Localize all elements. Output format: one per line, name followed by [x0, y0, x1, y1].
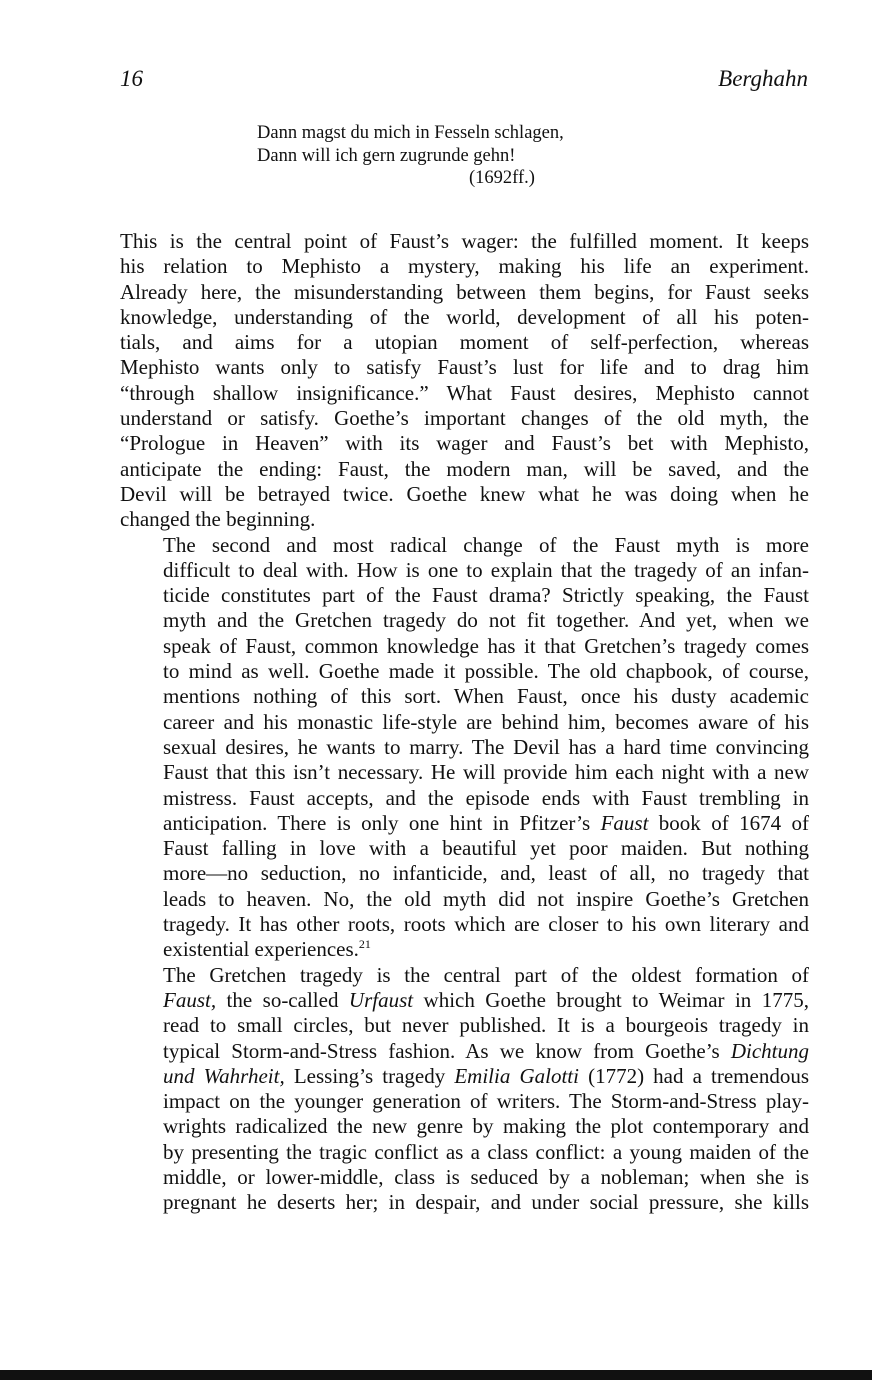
text-line: mistress. Faust accepts, and the episode ends with Faust trembling in: [163, 785, 809, 810]
paragraph-3: [120, 963, 809, 1216]
text-line: tials, and aims for a utopian moment of self-perfection, whereas: [120, 330, 809, 355]
text-line: his relation to Mephisto a mystery, making his life an experiment.: [120, 254, 809, 279]
text-line: mentions nothing of this sort. When Faust, once his dusty academic: [163, 684, 809, 709]
text-run: book of 1674 of: [648, 810, 809, 835]
text-run: existential experiences.: [163, 937, 359, 962]
verse-line: Dann magst du mich in Fesseln schlagen,: [257, 123, 564, 143]
text-line: changed the beginning.: [120, 507, 316, 532]
text-line: Faust that this isn’t necessary. He will provide him each night with a new: [163, 760, 809, 785]
text-line: [120, 988, 809, 1013]
verse-line: Dann will ich gern zugrunde gehn!: [257, 145, 516, 166]
book-title: Faust,: [163, 987, 217, 1012]
text-run: which Goethe brought to Weimar in 1775,: [413, 987, 810, 1012]
text-run: typical Storm-and-Stress fashion. As we know from Goethe’s: [163, 1038, 731, 1063]
text-run: anticipation. There is only one hint in Pfitzer’s: [163, 810, 601, 835]
book-title: Dichtung: [730, 1038, 809, 1063]
text-line: Mephisto wants only to satisfy Faust’s lust for life and to drag him: [120, 355, 809, 380]
paragraph-2: [120, 533, 809, 963]
text-line: [120, 1064, 809, 1089]
text-run: the so-called: [216, 987, 349, 1012]
text-run: (1772) had a tremendous: [578, 1063, 810, 1088]
page-number: 16: [120, 66, 143, 91]
text-line: wrights radicalized the new genre by making the plot contemporary and: [163, 1114, 809, 1139]
text-line: understand or satisfy. Goethe’s important changes of the old myth, the: [120, 406, 809, 431]
text-line: impact on the younger generation of writers. The Storm-and-Stress play-: [163, 1089, 809, 1114]
text-line: Devil will be betrayed twice. Goethe knew what he was doing when he: [120, 481, 809, 506]
text-line: sexual desires, he wants to marry. The Devil has a hard time convincing: [163, 734, 809, 759]
text-line: The second and most radical change of the Faust myth is more: [163, 532, 809, 557]
paragraph-1: [120, 229, 809, 533]
text-line: tragedy. It has other roots, roots which are closer to his own literary and: [163, 912, 809, 937]
text-line: “through shallow insignificance.” What Faust desires, Mephisto cannot: [120, 380, 809, 405]
text-line: knowledge, understanding of the world, development of all his poten-: [120, 304, 809, 329]
text-line: Faust falling in love with a beautiful yet poor maiden. But nothing: [163, 836, 809, 861]
text-line: to mind as well. Goethe made it possible. The old chapbook, of course,: [163, 659, 809, 684]
footnote-reference[interactable]: 21: [358, 937, 371, 952]
text-line: This is the central point of Faust’s wager: the fulfilled moment. It keeps: [120, 229, 809, 253]
book-title: Faust: [600, 810, 649, 835]
text-line: [120, 937, 809, 962]
book-title: Emilia Galotti: [454, 1063, 579, 1088]
text-line: difficult to deal with. How is one to explain that the tragedy of an infan-: [163, 557, 809, 582]
text-line: speak of Faust, common knowledge has it that Gretchen’s tragedy comes: [163, 633, 809, 658]
text-run: Lessing’s tragedy: [284, 1063, 455, 1088]
text-line: more—no seduction, no infanticide, and, least of all, no tragedy that: [163, 861, 809, 886]
text-line: [120, 1039, 809, 1064]
text-line: ticide constitutes part of the Faust drama? Strictly speaking, the Faust: [163, 583, 809, 608]
verse-citation: (1692ff.): [469, 168, 535, 188]
verse-quote: [257, 122, 564, 190]
body-text: [120, 229, 809, 1216]
text-line: read to small circles, but never published. It is a bourgeois tragedy in: [163, 1013, 809, 1038]
text-line: The Gretchen tragedy is the central part of the oldest formation of: [163, 962, 809, 987]
text-line: pregnant he deserts her; in despair, and under social pressure, she kills: [163, 1190, 809, 1215]
text-line: middle, or lower-middle, class is seduced by a nobleman; when she is: [163, 1164, 809, 1189]
text-line: Already here, the misunderstanding between them begins, for Faust seeks: [120, 279, 809, 304]
book-title: und Wahrheit,: [163, 1063, 285, 1088]
text-line: career and his monastic life-style are behind him, becomes aware of his: [163, 709, 809, 734]
book-title: Urfaust: [348, 987, 414, 1012]
page-header: [120, 66, 808, 100]
page-bottom-edge: [0, 1370, 872, 1380]
running-head: Berghahn: [718, 66, 808, 91]
text-line: anticipate the ending: Faust, the modern man, will be saved, and the: [120, 456, 809, 481]
text-line: leads to heaven. No, the old myth did not inspire Goethe’s Gretchen: [163, 886, 809, 911]
text-line: “Prologue in Heaven” with its wager and Faust’s bet with Mephisto,: [120, 431, 809, 456]
text-line: myth and the Gretchen tragedy do not fit together. And yet, when we: [163, 608, 809, 633]
text-line: by presenting the tragic conflict as a class conflict: a young maiden of the: [163, 1139, 809, 1164]
text-line: [120, 811, 809, 836]
